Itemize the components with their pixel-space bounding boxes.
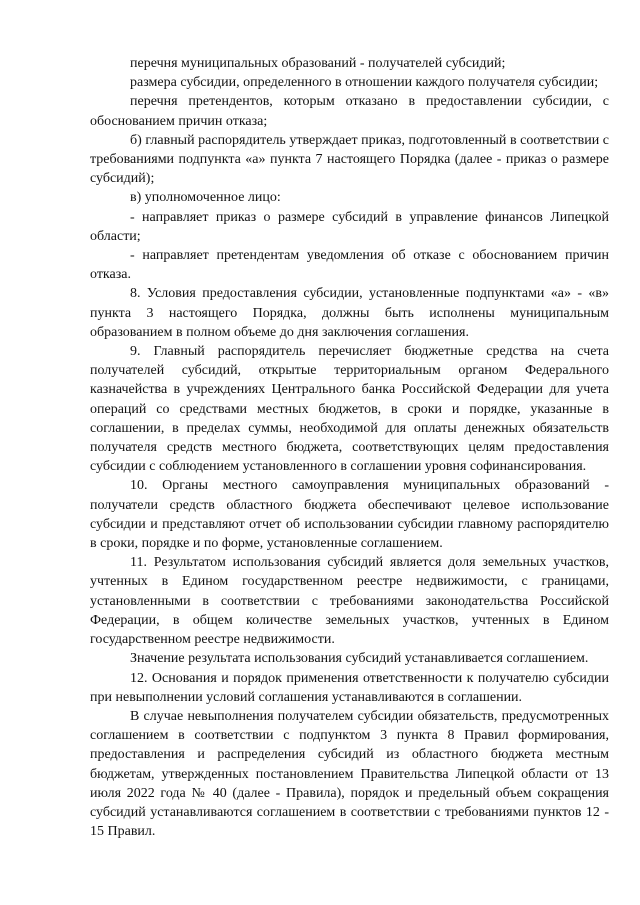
paragraph-item-9: 9. Главный распорядитель перечисляет бюджетные средства на счета получателей субсидий, открытые территориальным органом Федерального казначейства в учреждениях Центрального банка Российской Федерации для учета операций со средствами местных бюджетов, в сроки и порядке, указанные в соглашении, в пределах суммы, необходимой для оплаты денежных обязательств получателя средств местного бюджета, соответствующих целям предоставления субсидии с соблюдением установленного в соглашении уровня софинансирования. — [90, 344, 609, 475]
paragraph-send-order: - направляет приказ о размере субсидий в управление финансов Липецкой области; — [90, 209, 609, 244]
paragraph-item-10: 10. Органы местного самоуправления муниципальных образований - получатели средств областного бюджета обеспечивают целевое использование субсидии и представляют отчет об использовании субсидии главному распорядителю в сроки, порядке и по форме, установленные соглашением. — [90, 478, 609, 552]
paragraph-item-12: 12. Основания и порядок применения ответственности к получателю субсидии при невыполнении условий соглашения устанавливаются в соглашении. — [90, 670, 609, 705]
paragraph-non-fulfillment: В случае невыполнения получателем субсидии обязательств, предусмотренных соглашением в соответствии с подпунктом 3 пункта 8 Правил формирования, предоставления и распределения субсидий из областного бюджета местным бюджетам, утвержденных постановлением Правительства Липецкой области от 13 июля 2022 года № 40 (далее - Правила), порядок и предельный объем сокращения субсидий устанавливаются соглашением в соответствии с требованиями пунктов 12 - 15 Правил. — [90, 708, 609, 840]
paragraph-authorized-person: в) уполномоченное лицо: — [130, 190, 281, 206]
document-page — [90, 54, 609, 841]
paragraph-rejected-applicants: перечня претендентов, которым отказано в предоставлении субсидии, с обоснованием причин отказа; — [90, 94, 609, 129]
paragraph-municipalities-list: перечня муниципальных образований - получателей субсидий; — [130, 56, 506, 71]
paragraph-subsidy-size: размера субсидии, определенного в отношении каждого получателя субсидии; — [130, 75, 599, 91]
paragraph-item-8: 8. Условия предоставления субсидии, установленные подпунктами «а» - «в» пункта 3 настоящего Порядка, должны быть исполнены муниципальным образованием в полном объеме до дня заключения соглашения. — [90, 286, 609, 340]
paragraph-send-notices: - направляет претендентам уведомления об отказе с обоснованием причин отказа. — [90, 248, 609, 283]
paragraph-result-value: Значение результата использования субсидий устанавливается соглашением. — [130, 651, 589, 667]
paragraph-order-approval: б) главный распорядитель утверждает приказ, подготовленный в соответствии с требованиями подпункта «а» пункта 7 настоящего Порядка (далее - приказ о размере субсидий); — [90, 132, 609, 187]
paragraph-item-11: 11. Результатом использования субсидий является доля земельных участков, учтенных в Едином государственном реестре недвижимости, с границами, установленными в соответствии с требованиями законодательства Российской Федерации, в общем количестве земельных участков, учтенных в Едином государственном реестре недвижимости. — [90, 555, 609, 648]
